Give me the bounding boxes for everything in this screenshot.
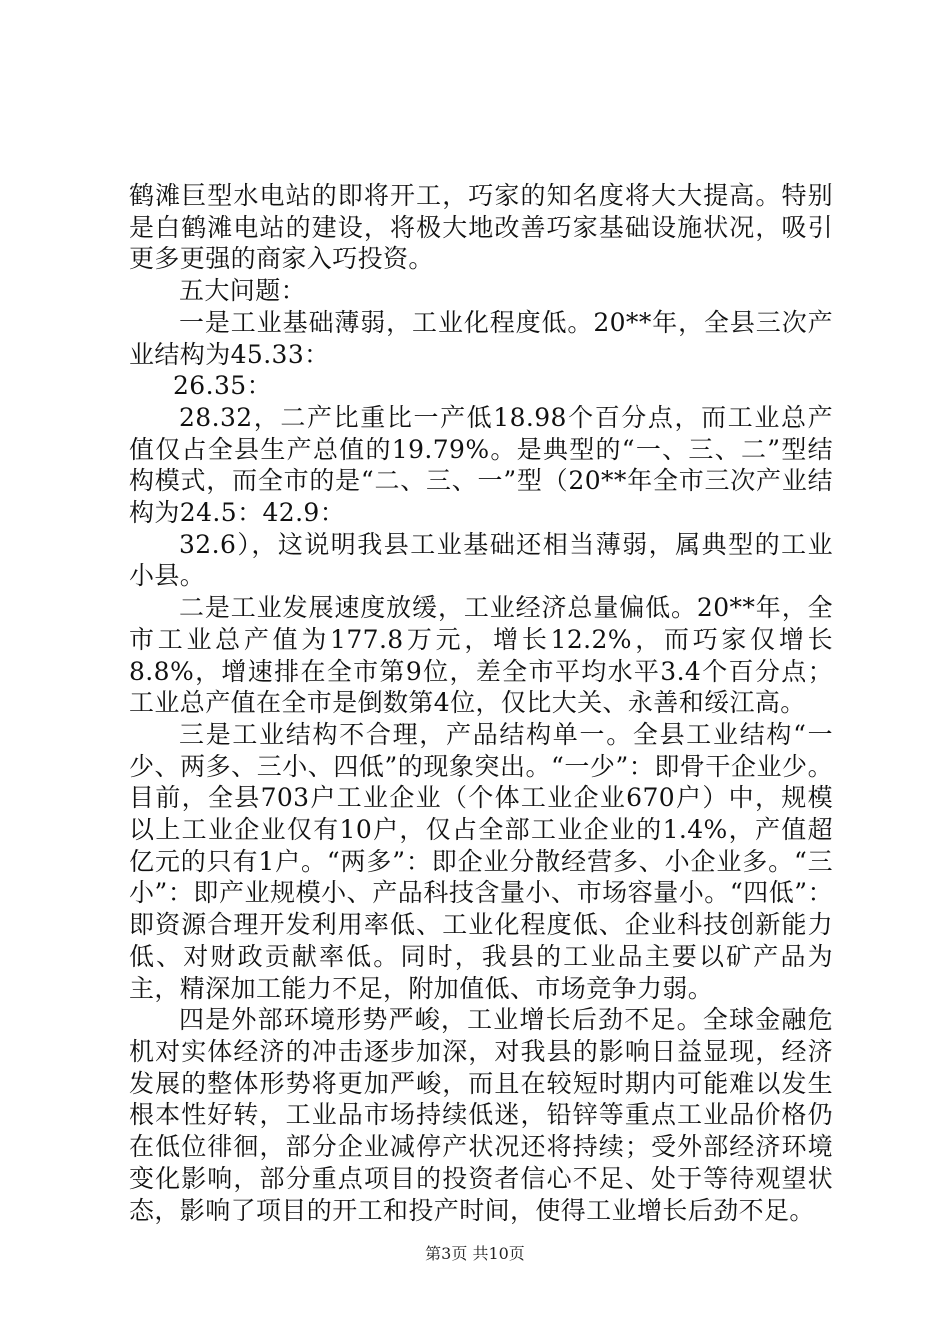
paragraph: 四是外部环境形势严峻，工业增长后劲不足。全球金融危机对实体经济的冲击逐步加深，对我县的影响日益显现，经济发展的整体形势将更加严峻，而且在较短时期内可能难以发生根本性好转，工业品市场持续低迷，铅锌等重点工业品价格仍在低位徘徊，部分企业减停产状况还将持续；受外部经济环境变化影响，部分重点项目的投资者信心不足、处于等待观望状态，影响了项目的开工和投产时间，使得工业增长后劲不足。 bbox=[129, 1005, 833, 1225]
paragraph: 一是工业基础薄弱，工业化程度低。20**年，全县三次产业结构为45.33： bbox=[129, 307, 833, 369]
paragraph: 五大问题： bbox=[179, 276, 307, 306]
paragraph: 三是工业结构不合理，产品结构单一。全县工业结构“一少、两多、三小、四低”的现象突出。“一少”：即骨干企业少。目前，全县703户工业企业（个体工业企业670户）中，规模以上工业企业仅有10户，仅占全部工业企业的1.4%，产值超亿元的只有1户。“两多”：即企业分散经营多、小企业多。“三小”：即产业规模小、产品科技含量小、市场容量小。“四低”：即资源合理开发利用率低、工业化程度低、企业科技创新能力低、对财政贡献率低。同时，我县的工业品主要以矿产品为主，精深加工能力不足，附加值低、市场竞争力弱。 bbox=[129, 719, 833, 1003]
paragraph: 26.35： bbox=[173, 371, 272, 401]
paragraph: 鹤滩巨型水电站的即将开工，巧家的知名度将大大提高。特别是白鹤滩电站的建设，将极大地改善巧家基础设施状况，吸引更多更强的商家入巧投资。 bbox=[129, 181, 833, 274]
document-body bbox=[129, 180, 833, 1226]
paragraph: 32.6），这说明我县工业基础还相当薄弱，属典型的工业小县。 bbox=[129, 529, 833, 591]
page-number-footer: 第3页 共10页 bbox=[425, 1244, 525, 1263]
paragraph: 28.32，二产比重比一产低18.98个百分点，而工业总产值仅占全县生产总值的19.79%。是典型的“一、三、二”型结构模式，而全市的是“二、三、一”型（20**年全市三次产业结构为24.5：42.9： bbox=[129, 402, 833, 528]
paragraph: 二是工业发展速度放缓，工业经济总量偏低。20**年，全市工业总产值为177.8万元，增长12.2%，而巧家仅增长8.8%，增速排在全市第9位，差全市平均水平3.4个百分点；工业总产值在全市是倒数第4位，仅比大关、永善和绥江高。 bbox=[129, 593, 833, 718]
